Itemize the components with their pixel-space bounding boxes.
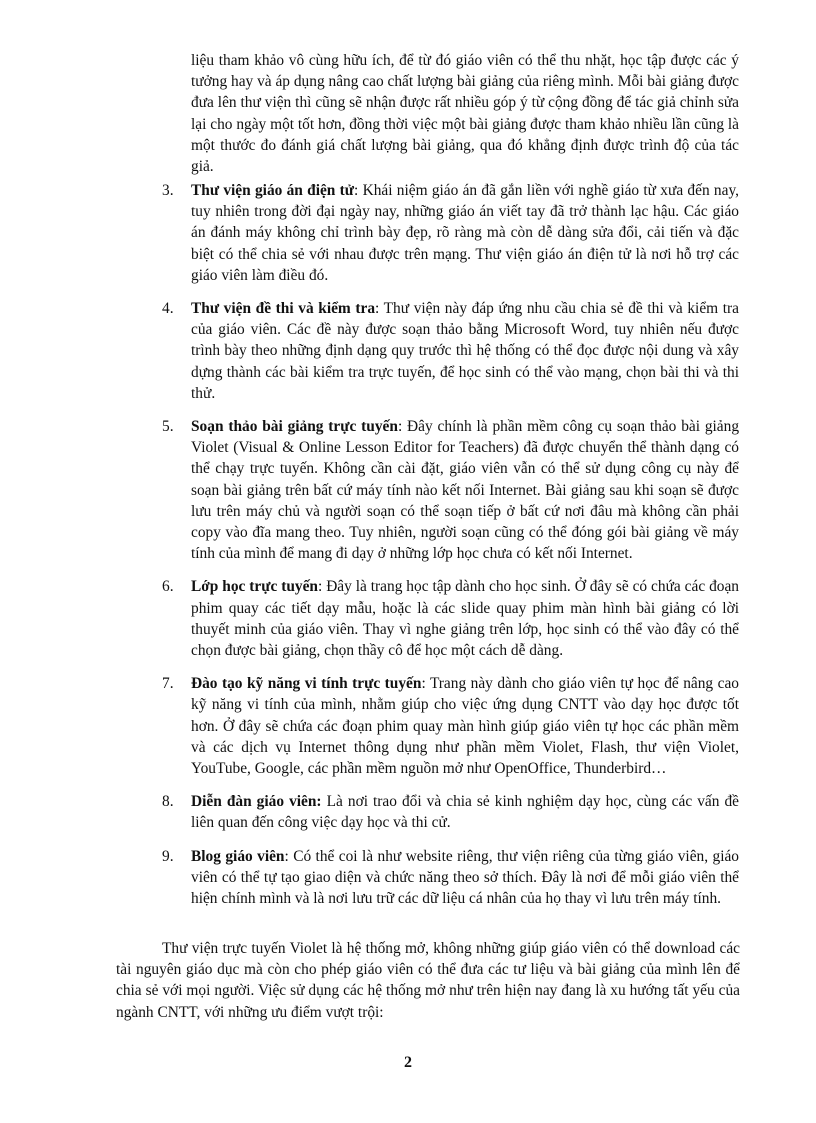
item-separator: : [317,578,327,596]
item-text: Đây là trang học tập dành cho học sinh. Ở đây sẽ có chứa các đoạn phim quay các tiết dạy mẫu, hoặc là các slide quay phim màn hình bài giảng có lời thuyết minh của giáo viên. Thay vì nghe giảng trên lớp, học sinh có thể vào đây có thể chọn được bài giảng, chọn thầy cô để học một cách dễ dàng. [191,578,739,660]
item-text: Đây chính là phần mềm công cụ soạn thảo bài giảng Violet (Visual & Online Lesson Editor for Teachers) đã được chuyển thể thành dạng có thể chạy trực tuyến. Không cần cài đặt, giáo viên vẫn có thể sử dụng công cụ này để soạn bài giảng trên bất cứ máy tính nào kết nối Internet. Bài giảng sau khi soạn sẽ được lưu trên máy chủ và người soạn có thể soạn tiếp ở bất cứ nơi đâu mà không cần phải copy vào đĩa mang theo. Tuy nhiên, người soạn cũng có thể đóng gói bài giảng về máy tính của mình để mang đi dạy ở những lớp học chưa có kết nối Internet. [191,418,740,563]
item-text: Có thể coi là như website riêng, thư viện riêng của từng giáo viên, giáo viên có thể tự tạo giao diện và chức năng theo sở thích. Đây là nơi để mỗi giáo viên thể hiện chính mình và là nơi lưu trữ các dữ liệu cá nhân của họ thay vì lưu trên máy tính. [191,847,739,908]
item-text: Trang này dành cho giáo viên tự học để nâng cao kỹ năng vi tính của mình, nhằm giúp cho việc ứng dụng CNTT vào dạy học được tốt hơn. Ở đây sẽ chứa các đoạn phim quay màn hình giúp giáo viên tự học các phần mềm và các dịch vụ Internet thông dụng như phần mềm Violet, Flash, thư viện Violet, YouTube, Google, các phần mềm nguồn mở như OpenOffice, Thunderbird… [191,675,739,778]
item-text: Là nơi trao đổi và chia sẻ kinh nghiệm dạy học, cùng các vấn đề liên quan đến công việc dạy học và thi cử. [191,793,739,832]
item-text: Thư viện này đáp ứng nhu cầu chia sẻ đề thi và kiểm tra của giáo viên. Các đề này được soạn thảo bằng Microsoft Word, tuy nhiên nếu được trình bày theo những định dạng quy trước thì hệ thống có thể đọc được nội dung và xây dựng thành các bài kiểm tra trực tuyến, để học sinh có thể vào mạng, chọn bài thi và thi thử. [191,300,739,402]
item-term: Diễn đàn giáo viên: [191,793,322,811]
list-item [162,416,739,564]
item-number: 7. [162,675,174,693]
item-term: Thư viện giáo án điện tử [191,182,355,199]
item-number: 3. [162,182,174,199]
item-number: 5. [162,418,174,436]
list-item [162,298,739,404]
item-separator: : [397,418,408,436]
list-item [162,791,739,833]
list-item [162,180,739,286]
item-number: 8. [162,793,174,811]
continuation-paragraph: liệu tham khảo vô cùng hữu ích, để từ đó giáo viên có thể thu nhặt, học tập được các ý tưởng hay và áp dụng nâng cao chất lượng bài giảng của riêng mình. Mỗi bài giảng được đưa lên thư viện thì cũng sẽ nhận được rất nhiều góp ý từ cộng đồng để tác giả chỉnh sửa lại cho ngày một tốt hơn, đồng thời việc một bài giảng được tham khảo nhiều lần cũng là một thước đo đánh giá chất lượng bài giảng, qua đó khẳng định được trình độ của tác giả. [191,52,739,176]
item-number: 6. [162,578,174,596]
list-item [162,673,739,779]
item-separator: : [375,300,384,318]
item-text: Khái niệm giáo án đã gắn liền với nghề giáo từ xưa đến nay, tuy nhiên trong đời đại ngày nay, những giáo án viết tay đã trở thành lạc hậu. Các giáo án đánh máy không chỉ trình bày đẹp, rõ ràng mà còn dễ dàng sửa đổi, cải tiến và đặc biệt có thể chia sẻ với nhau được trên mạng. Thư viện giáo án điện tử là nơi hỗ trợ các giáo viên làm điều đó. [191,182,739,284]
item-term: Lớp học trực tuyến [191,578,318,596]
page-number: 2 [404,1054,412,1071]
item-term: Thư viện đề thi và kiểm tra [191,300,376,318]
item-number: 9. [162,847,174,865]
item-term: Soạn thảo bài giảng trực tuyến [191,418,398,436]
closing-paragraph: Thư viện trực tuyến Violet là hệ thống mở, không những giúp giáo viên có thể download các tài nguyên giáo dục mà còn cho phép giáo viên có thể đưa các tư liệu và bài giảng của mình lên để chia sẻ với mọi người. Việc sử dụng các hệ thống mở như trên hiện nay đang là xu hướng tất yếu của ngành CNTT, với những ưu điểm vượt trội: [116,940,740,1021]
item-separator: : [284,847,294,865]
item-number: 4. [162,300,174,318]
item-separator: : [421,675,430,693]
feature-list [162,180,739,921]
list-item [162,846,739,910]
item-separator: : [354,182,363,199]
item-term: Đào tạo kỹ năng vi tính trực tuyến [191,675,422,693]
list-item [162,576,739,661]
item-term: Blog giáo viên [191,847,285,865]
